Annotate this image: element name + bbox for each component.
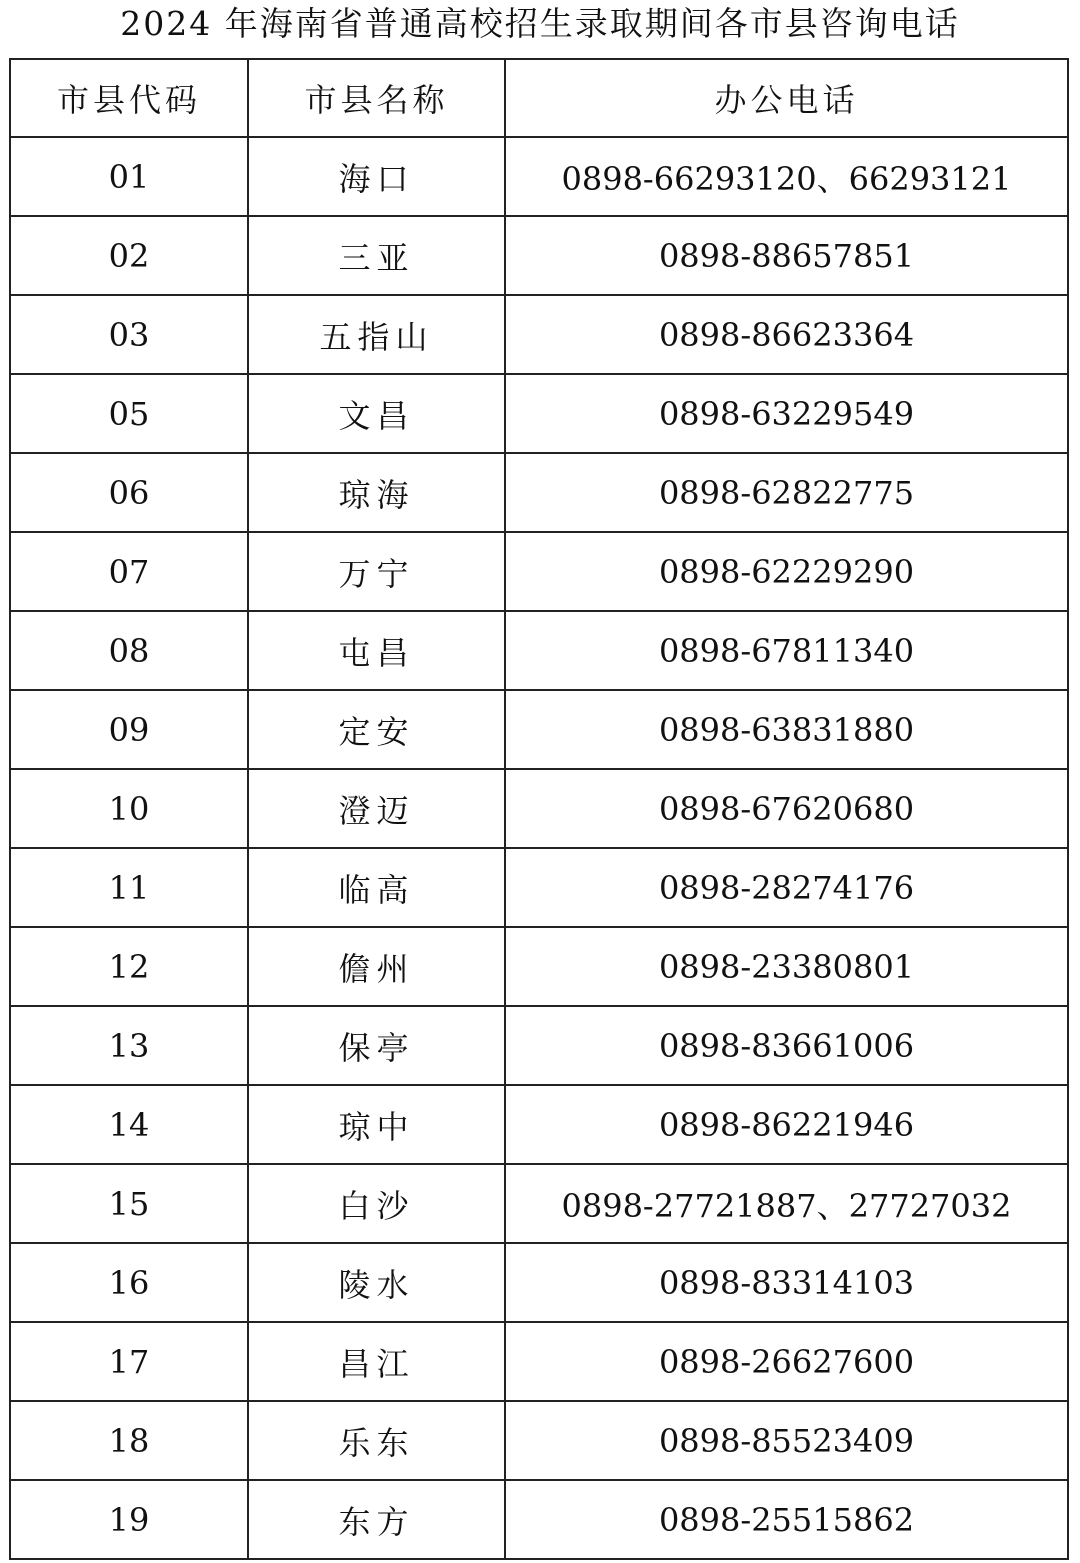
table-row xyxy=(10,1164,1068,1243)
table-row xyxy=(10,1006,1068,1085)
table-row xyxy=(10,1243,1068,1322)
table-row xyxy=(10,1401,1068,1480)
phone-cell: 0898-28274176 xyxy=(505,848,1068,927)
table-row xyxy=(10,1322,1068,1401)
phone-cell: 0898-25515862 xyxy=(505,1480,1068,1559)
name-cell: 文昌 xyxy=(248,374,505,453)
column-header-name: 市县名称 xyxy=(248,59,505,137)
name-cell: 白沙 xyxy=(248,1164,505,1243)
name-cell: 五指山 xyxy=(248,295,505,374)
code-cell: 06 xyxy=(10,453,248,532)
phone-cell: 0898-27721887、27727032 xyxy=(505,1164,1068,1243)
code-cell: 11 xyxy=(10,848,248,927)
table-row xyxy=(10,295,1068,374)
phone-cell: 0898-85523409 xyxy=(505,1401,1068,1480)
code-cell: 03 xyxy=(10,295,248,374)
name-cell: 陵水 xyxy=(248,1243,505,1322)
page-title: 2024 年海南省普通高校招生录取期间各市县咨询电话 xyxy=(120,4,960,43)
code-cell: 08 xyxy=(10,611,248,690)
code-cell: 12 xyxy=(10,927,248,1006)
code-cell: 09 xyxy=(10,690,248,769)
table-row xyxy=(10,532,1068,611)
table-row xyxy=(10,848,1068,927)
column-header-code: 市县代码 xyxy=(10,59,248,137)
phone-cell: 0898-83314103 xyxy=(505,1243,1068,1322)
phone-cell: 0898-83661006 xyxy=(505,1006,1068,1085)
table-row xyxy=(10,453,1068,532)
table-row xyxy=(10,1480,1068,1559)
code-cell: 19 xyxy=(10,1480,248,1559)
code-cell: 07 xyxy=(10,532,248,611)
phone-cell: 0898-86623364 xyxy=(505,295,1068,374)
name-cell: 海口 xyxy=(248,137,505,216)
code-cell: 15 xyxy=(10,1164,248,1243)
phone-cell: 0898-26627600 xyxy=(505,1322,1068,1401)
table-row xyxy=(10,611,1068,690)
table-row xyxy=(10,374,1068,453)
code-cell: 13 xyxy=(10,1006,248,1085)
phone-cell: 0898-66293120、66293121 xyxy=(505,137,1068,216)
column-header-phone: 办公电话 xyxy=(505,59,1068,137)
phone-cell: 0898-86221946 xyxy=(505,1085,1068,1164)
table-row xyxy=(10,769,1068,848)
phone-cell: 0898-67811340 xyxy=(505,611,1068,690)
name-cell: 定安 xyxy=(248,690,505,769)
name-cell: 澄迈 xyxy=(248,769,505,848)
phone-cell: 0898-23380801 xyxy=(505,927,1068,1006)
code-cell: 18 xyxy=(10,1401,248,1480)
name-cell: 临高 xyxy=(248,848,505,927)
table-row xyxy=(10,690,1068,769)
phone-cell: 0898-63229549 xyxy=(505,374,1068,453)
code-cell: 16 xyxy=(10,1243,248,1322)
code-cell: 10 xyxy=(10,769,248,848)
code-cell: 14 xyxy=(10,1085,248,1164)
name-cell: 万宁 xyxy=(248,532,505,611)
name-cell: 东方 xyxy=(248,1480,505,1559)
table-header-row xyxy=(10,59,1068,137)
name-cell: 屯昌 xyxy=(248,611,505,690)
name-cell: 乐东 xyxy=(248,1401,505,1480)
table-row xyxy=(10,1085,1068,1164)
phone-cell: 0898-62822775 xyxy=(505,453,1068,532)
consultation-phone-table xyxy=(9,58,1069,1560)
phone-cell: 0898-88657851 xyxy=(505,216,1068,295)
phone-cell: 0898-67620680 xyxy=(505,769,1068,848)
name-cell: 琼海 xyxy=(248,453,505,532)
table-row xyxy=(10,137,1068,216)
code-cell: 01 xyxy=(10,137,248,216)
code-cell: 05 xyxy=(10,374,248,453)
name-cell: 昌江 xyxy=(248,1322,505,1401)
phone-cell: 0898-63831880 xyxy=(505,690,1068,769)
name-cell: 三亚 xyxy=(248,216,505,295)
name-cell: 儋州 xyxy=(248,927,505,1006)
name-cell: 保亭 xyxy=(248,1006,505,1085)
code-cell: 02 xyxy=(10,216,248,295)
name-cell: 琼中 xyxy=(248,1085,505,1164)
table-row xyxy=(10,216,1068,295)
table-row xyxy=(10,927,1068,1006)
phone-cell: 0898-62229290 xyxy=(505,532,1068,611)
table-body xyxy=(10,137,1068,1559)
code-cell: 17 xyxy=(10,1322,248,1401)
